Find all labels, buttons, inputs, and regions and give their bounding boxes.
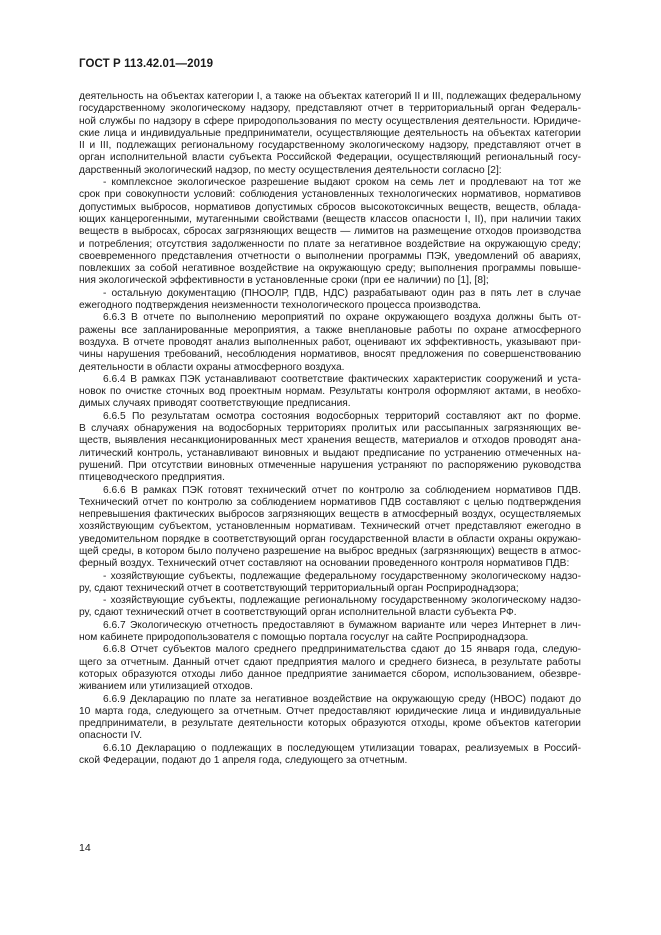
text-line: непревышения фактических выбросов загрязняющих веществ в атмосферный воздух, осуществляемых bbox=[79, 509, 581, 521]
text-line: димых случаях приводят соответствующие предписания. bbox=[79, 398, 351, 410]
text-line: срок при совокупности условий: соблюдения установленных технологических нормативов, нормативов bbox=[79, 189, 581, 201]
text-line: ния экологической эффективности в установленные сроки (при ее наличии) по [1], [8]; bbox=[79, 275, 489, 287]
text-line: чины нарушения требований, несоблюдения нормативов, вносят предложения по совершенствованию bbox=[79, 349, 581, 361]
text-line: хозяйствующим субъектом, установленным нормативам. Технический отчет представляют ежегодно в bbox=[79, 521, 581, 533]
text-line: ру, сдают технический отчет в соответствующий территориальный орган Росприроднадзора; bbox=[79, 582, 519, 594]
page-number: 14 bbox=[79, 842, 91, 854]
text-line: Технический отчет по контролю за соблюдением нормативов ПДВ составляют с целью подтверждения bbox=[79, 496, 581, 508]
paragraph bbox=[79, 620, 581, 645]
text-line: орган исполнительной власти субъекта Российской Федерации, осуществляющий региональный госу- bbox=[79, 152, 581, 164]
text-line: воздуха. В отчете проводят анализ выполненных работ, оценивают их эффективность, указывают при- bbox=[79, 336, 581, 348]
text-line: ру, сдают технический отчет в соответствующий орган исполнительной власти субъекта РФ. bbox=[79, 607, 517, 619]
text-line: новок по очистке сточных вод проектным нормам. Результаты контроля оформляют актами, в необхо- bbox=[79, 386, 581, 398]
text-line: деятельность на объектах категории I, а также на объектах категорий II и III, подлежащих федеральному bbox=[79, 91, 581, 102]
text-line: - комплексное экологическое разрешение выдают сроком на семь лет и продлевают на тот же bbox=[103, 177, 581, 189]
text-line: повлекших за собой негативное воздействие на окружающую среду; выполнения программы повыше- bbox=[79, 263, 581, 275]
page-header-standard-number: ГОСТ Р 113.42.01—2019 bbox=[79, 58, 214, 70]
text-line: II и III, подлежащих региональному государственному экологическому надзору, представляют отчет в bbox=[79, 140, 581, 152]
text-line: 10 марта года, следующего за отчетным. Отчет предоставляют юридические лица и индивидуальные bbox=[79, 705, 581, 717]
paragraph bbox=[79, 595, 581, 620]
text-line: рушений. При отсутствии виновных отмеченные нарушения устраняют по распоряжению руководства bbox=[79, 459, 581, 471]
text-line: 6.6.4 В рамках ПЭК устанавливают соответствие фактических характеристик сооружений и уста- bbox=[103, 373, 581, 385]
text-line: ществ, выявления несанкционированных мест хранения веществ, материалов и отходов проводят ана- bbox=[79, 435, 581, 447]
text-line: предприниматели, в результате деятельности которых образуются отходы, кроме объектов категории bbox=[79, 718, 581, 730]
paragraph bbox=[79, 644, 581, 693]
text-line: опасности IV. bbox=[79, 730, 143, 742]
text-line: - хозяйствующие субъекты, подлежащие федеральному государственному экологическому надзо- bbox=[103, 570, 581, 582]
text-line: и потребления; отсутствия задолженности по плате за негативное воздействие на окружающую среду; bbox=[79, 238, 581, 250]
text-line: ферный воздух. Технический отчет составляют на основании проведенного контроля нормативов ПДВ: bbox=[79, 558, 570, 570]
text-line: живанием или утилизацией отходов. bbox=[79, 681, 253, 693]
text-line: допустимых выбросов, нормативов допустимых сбросов высокотоксичных веществ, веществ, облада- bbox=[79, 201, 581, 213]
paragraph bbox=[79, 411, 581, 485]
paragraph bbox=[79, 571, 581, 596]
text-line: 6.6.5 По результатам осмотра состояния водосборных территорий составляют акт по форме. bbox=[103, 410, 581, 422]
text-line: ном кабинете природопользователя с помощью портала госуслуг на сайте Росприроднадзора. bbox=[79, 632, 529, 644]
text-line: ской Федерации, подают до 1 апреля года, следующего за отчетным. bbox=[79, 755, 408, 767]
text-line: В случаях обнаружения на водосборных территориях пролитых или рассыпанных загрязняющих ве- bbox=[79, 423, 581, 435]
text-line: деятельности в области охраны атмосферного воздуха. bbox=[79, 361, 345, 373]
text-line: ражены все запланированные мероприятия, а также внеплановые работы по охране атмосферного bbox=[79, 324, 581, 336]
text-line: 6.6.7 Экологическую отчетность предоставляют в бумажном варианте или через Интернет в лич- bbox=[103, 619, 581, 631]
text-line: уведомительном порядке в соответствующий орган государственной власти в области охраны окружаю- bbox=[79, 533, 581, 545]
text-line: 6.6.6 В рамках ПЭК готовят технический отчет по контролю за соблюдением нормативов ПДВ. bbox=[103, 484, 581, 496]
paragraph bbox=[79, 312, 581, 373]
text-line: 6.6.3 В отчете по выполнению мероприятий по охране окружающего воздуха должны быть от- bbox=[103, 312, 581, 324]
paragraph bbox=[79, 91, 581, 177]
paragraph bbox=[79, 694, 581, 743]
paragraph bbox=[79, 177, 581, 288]
text-line: 6.6.10 Декларацию о подлежащих в последующем утилизации товарах, реализуемых в Россий- bbox=[103, 742, 581, 754]
text-line: ежегодного подтверждения неизменности технологического процесса производства. bbox=[79, 300, 481, 312]
text-line: - остальную документацию (ПНООЛР, ПДВ, НДС) разрабатывают один раз в пять лет в случае bbox=[103, 287, 581, 299]
text-line: государственному экологическому надзору, представляют отчет в территориальный орган Федераль- bbox=[79, 103, 581, 115]
text-line: своевременного представления отчетности о выполнении программы ПЭК, уведомлений об авариях, bbox=[79, 250, 581, 262]
text-line: дарственный экологический надзор, по месту осуществления деятельности согласно [2]: bbox=[79, 164, 502, 176]
text-line: литический контроль, устанавливают виновных и выдают предписание по устранению отмеченных на- bbox=[79, 447, 581, 459]
text-line: ющих канцерогенными, мутагенными свойствами (веществ классов опасности I, II), при наличии таких bbox=[79, 213, 581, 225]
text-line: 6.6.9 Декларацию по плате за негативное воздействие на окружающую среду (НВОС) подают до bbox=[103, 693, 581, 705]
paragraph bbox=[79, 288, 581, 313]
text-line: птицеводческого предприятия. bbox=[79, 472, 225, 484]
text-line: ной службы по надзору в сфере природопользования по месту осуществления деятельности. Юридиче- bbox=[79, 115, 581, 127]
text-line: веществ в выбросах, сбросах загрязняющих веществ — лимитов на размещение отходов производства bbox=[79, 226, 581, 238]
document-body bbox=[79, 91, 581, 767]
text-line: которых образуются отходы либо данное предприятие занимается сбором, использованием, обезвре- bbox=[79, 668, 581, 680]
text-line: щей среды, в котором было получено разрешение на выброс вредных (загрязняющих) веществ в атмос- bbox=[79, 545, 581, 557]
paragraph bbox=[79, 485, 581, 571]
paragraph bbox=[79, 743, 581, 768]
text-line: щего за отчетным. Данный отчет сдают предприятия малого и среднего бизнеса, в результате работы bbox=[79, 656, 581, 668]
text-line: - хозяйствующие субъекты, подлежащие региональному государственному экологическому надзо- bbox=[103, 595, 581, 607]
text-line: ские лица и индивидуальные предприниматели, осуществляющие деятельность на объектах категории bbox=[79, 127, 581, 139]
paragraph bbox=[79, 374, 581, 411]
text-line: 6.6.8 Отчет субъектов малого среднего предпринимательства сдают до 15 января года, следую- bbox=[103, 644, 581, 656]
